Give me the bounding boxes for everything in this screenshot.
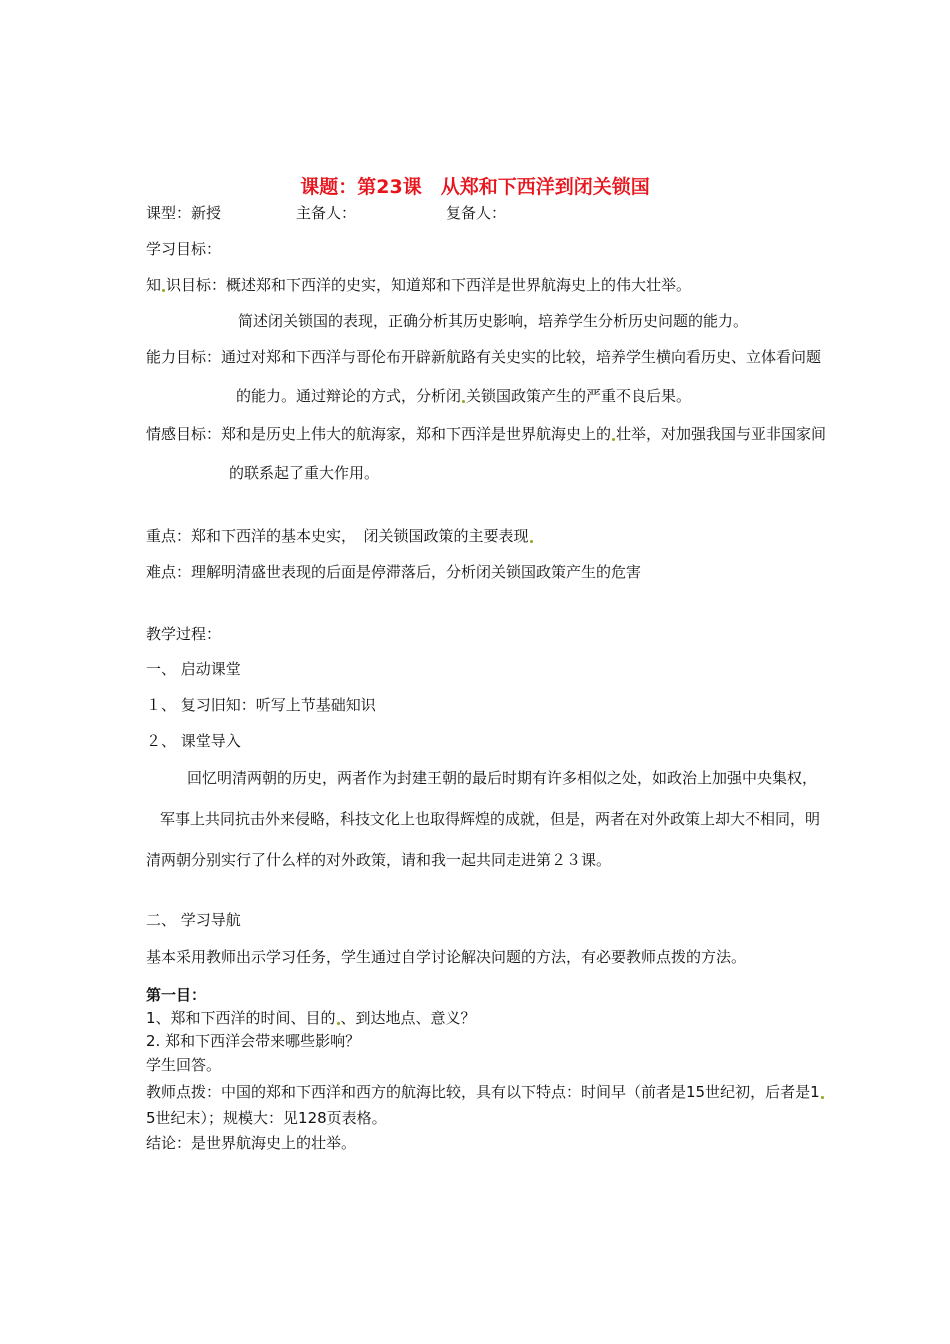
intro-paragraph-line-1: 回忆明清两朝的历史，两者作为封建王朝的最后时期有许多相似之处，如政治上加强中央集权， — [187, 769, 818, 787]
conclusion: 结论：是世界航海史上的壮举。 — [146, 1134, 357, 1152]
section-1-step-2: ２、 课堂导入 — [146, 732, 241, 750]
teacher-guidance-line-2: 5世纪末）；规模大：见128页表格。 — [146, 1109, 387, 1127]
section-1-heading: 一、 启动课堂 — [146, 660, 241, 678]
question-2: 2. 郑和下西洋会带来哪些影响？ — [146, 1032, 361, 1050]
teacher-guidance-line-1: 教师点拨：中国的郑和下西洋和西方的航海比较，具有以下特点：时间早（前者是15世纪初，后者是1 — [146, 1082, 825, 1102]
intro-paragraph-line-2: 军事上共同抗击外来侵略，科技文化上也取得辉煌的成就，但是，两者在对外政策上却大不相同，明 — [160, 810, 821, 828]
lesson-title: 课题：第23课 从郑和下西洋到闭关锁国 — [300, 176, 650, 198]
student-answer: 学生回答。 — [146, 1056, 222, 1074]
section-1-step-1: １、 复习旧知：听写上节基础知识 — [146, 696, 376, 714]
emotion-objective-line-1: 情感目标：郑和是历史上伟大的航海家，郑和下西洋是世界航海史上的 壮举，对加强我国与亚非国家间 — [146, 425, 827, 443]
intro-paragraph-line-3: 清两朝分别实行了什么样的对外政策，请和我一起共同走进第２３课。 — [146, 851, 612, 869]
question-1: 1、郑和下西洋的时间、目的 、到达地点、意义？ — [146, 1009, 476, 1027]
knowledge-objective-line-1: 知 识目标：概述郑和下西洋的史实，知道郑和下西洋是世界航海史上的伟大壮举。 — [146, 276, 692, 294]
ability-objective-line-2: 的能力。通过辩论的方式，分析闭 关锁国政策产生的严重不良后果。 — [236, 387, 692, 405]
item-heading: 第一目： — [146, 986, 207, 1004]
process-heading: 教学过程： — [146, 625, 222, 643]
section-2-text: 基本采用教师出示学习任务，学生通过自学讨论解决问题的方法，有必要教师点拨的方法。 — [146, 948, 747, 966]
ability-objective-line-1: 能力目标：通过对郑和下西洋与哥伦布开辟新航路有关史实的比较，培养学生横向看历史、立体看问题 — [146, 348, 822, 366]
lesson-type: 课型：新授 — [146, 204, 222, 222]
second-preparer: 复备人： — [446, 204, 507, 222]
difficult-point: 难点：理解明清盛世表现的后面是停滞落后，分析闭关锁国政策产生的危害 — [146, 563, 642, 581]
emotion-objective-line-2: 的联系起了重大作用。 — [229, 464, 380, 482]
section-2-heading: 二、 学习导航 — [146, 911, 241, 929]
key-point: 重点：郑和下西洋的基本史实， 闭关锁国政策的主要表现 — [146, 526, 534, 546]
main-preparer: 主备人： — [296, 204, 357, 222]
objectives-heading: 学习目标： — [146, 240, 222, 258]
knowledge-objective-line-2: 简述闭关锁国的表现，正确分析其历史影响，培养学生分析历史问题的能力。 — [238, 312, 749, 330]
